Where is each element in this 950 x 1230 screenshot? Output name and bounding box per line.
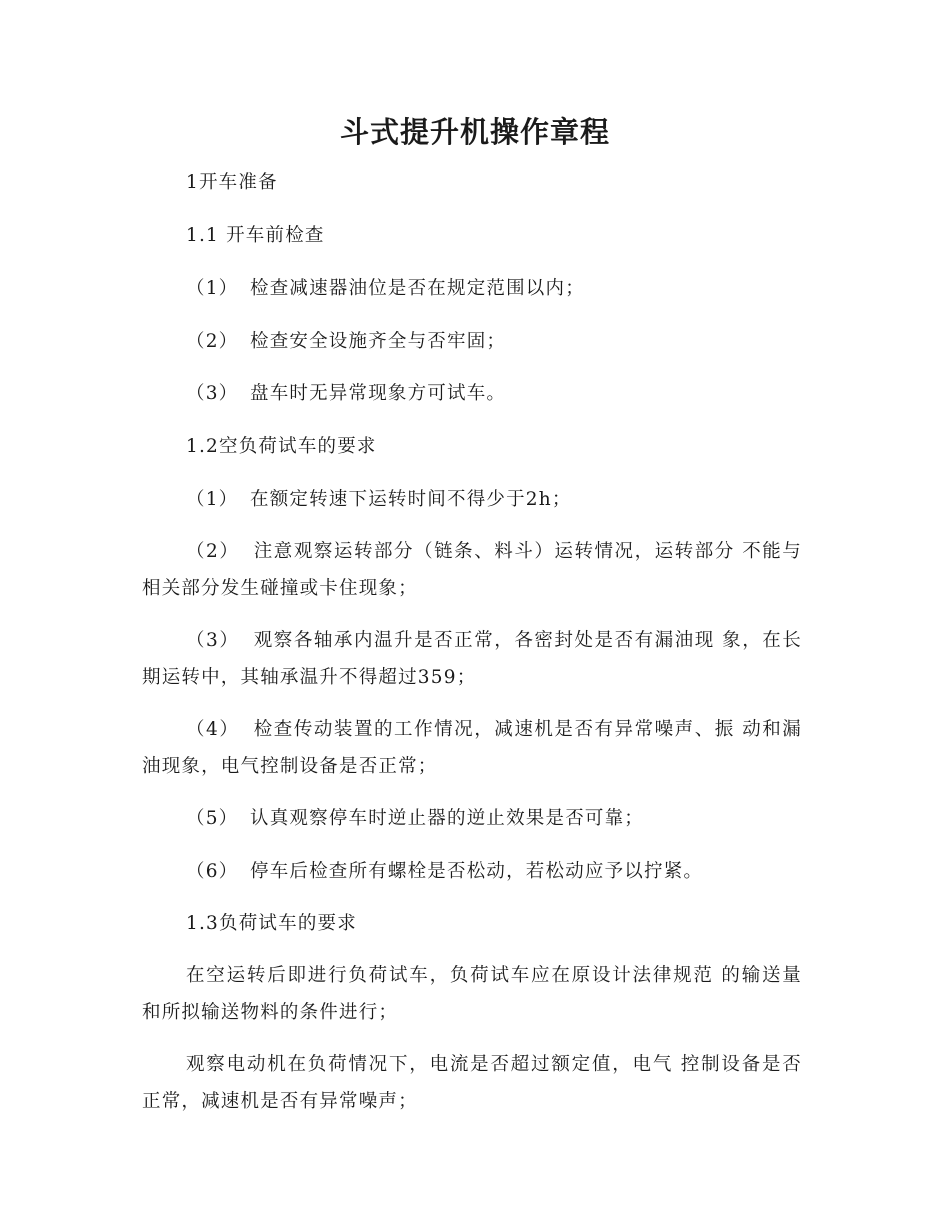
item-text: 盘车时无异常现象方可试车。 <box>250 383 507 404</box>
item-text: 观察各轴承内温升是否正常，各密封处是否有漏油现 象，在长期运转中，其轴承温升不得超过359； <box>142 630 803 688</box>
section-heading-1: 1开车准备 <box>186 172 278 193</box>
noload-item <box>186 806 644 832</box>
item-text: 检查减速器油位是否在规定范围以内； <box>250 278 585 299</box>
load-paragraph: 在空运转后即进行负荷试车，负荷试车应在原设计法律规范 的输送量和所拟输送物料的条件进行； <box>142 965 802 1023</box>
check-item <box>186 276 585 302</box>
item-number: （3） <box>186 630 240 651</box>
item-number: （4） <box>186 719 240 740</box>
item-number: （5） <box>186 808 239 829</box>
item-text: 在额定转速下运转时间不得少于2h； <box>250 489 572 510</box>
section-heading-1-3: 1.3负荷试车的要求 <box>186 913 357 934</box>
section-heading-1-2: 1.2空负荷试车的要求 <box>186 436 377 457</box>
item-text: 检查传动装置的工作情况，减速机是否有异常噪声、振 动和漏油现象，电气控制设备是否正常； <box>142 719 803 777</box>
check-item <box>186 329 506 355</box>
section-heading-1-1: 1.1 开车前检查 <box>186 225 325 246</box>
noload-item-paragraph <box>142 711 802 785</box>
item-number: （1） <box>186 489 239 510</box>
noload-item-paragraph <box>142 622 802 696</box>
document-title: 斗式提升机操作章程 <box>339 115 610 149</box>
item-number: （3） <box>186 383 239 404</box>
noload-item <box>186 859 703 885</box>
item-text: 停车后检查所有螺栓是否松动，若松动应予以拧紧。 <box>250 861 704 882</box>
noload-item <box>186 487 572 513</box>
item-number: （2） <box>186 541 240 562</box>
check-item <box>186 381 506 407</box>
item-number: （2） <box>186 331 239 352</box>
item-text: 注意观察运转部分（链条、料斗）运转情况，运转部分 不能与相关部分发生碰撞或卡住现象； <box>142 541 803 599</box>
load-paragraph: 观察电动机在负荷情况下，电流是否超过额定值，电气 控制设备是否正常，减速机是否有异常噪声； <box>142 1054 802 1112</box>
item-text: 认真观察停车时逆止器的逆止效果是否可靠； <box>250 808 645 829</box>
item-number: （6） <box>186 861 239 882</box>
item-number: （1） <box>186 278 239 299</box>
item-text: 检查安全设施齐全与否牢固； <box>250 331 507 352</box>
noload-item-paragraph <box>142 533 802 607</box>
